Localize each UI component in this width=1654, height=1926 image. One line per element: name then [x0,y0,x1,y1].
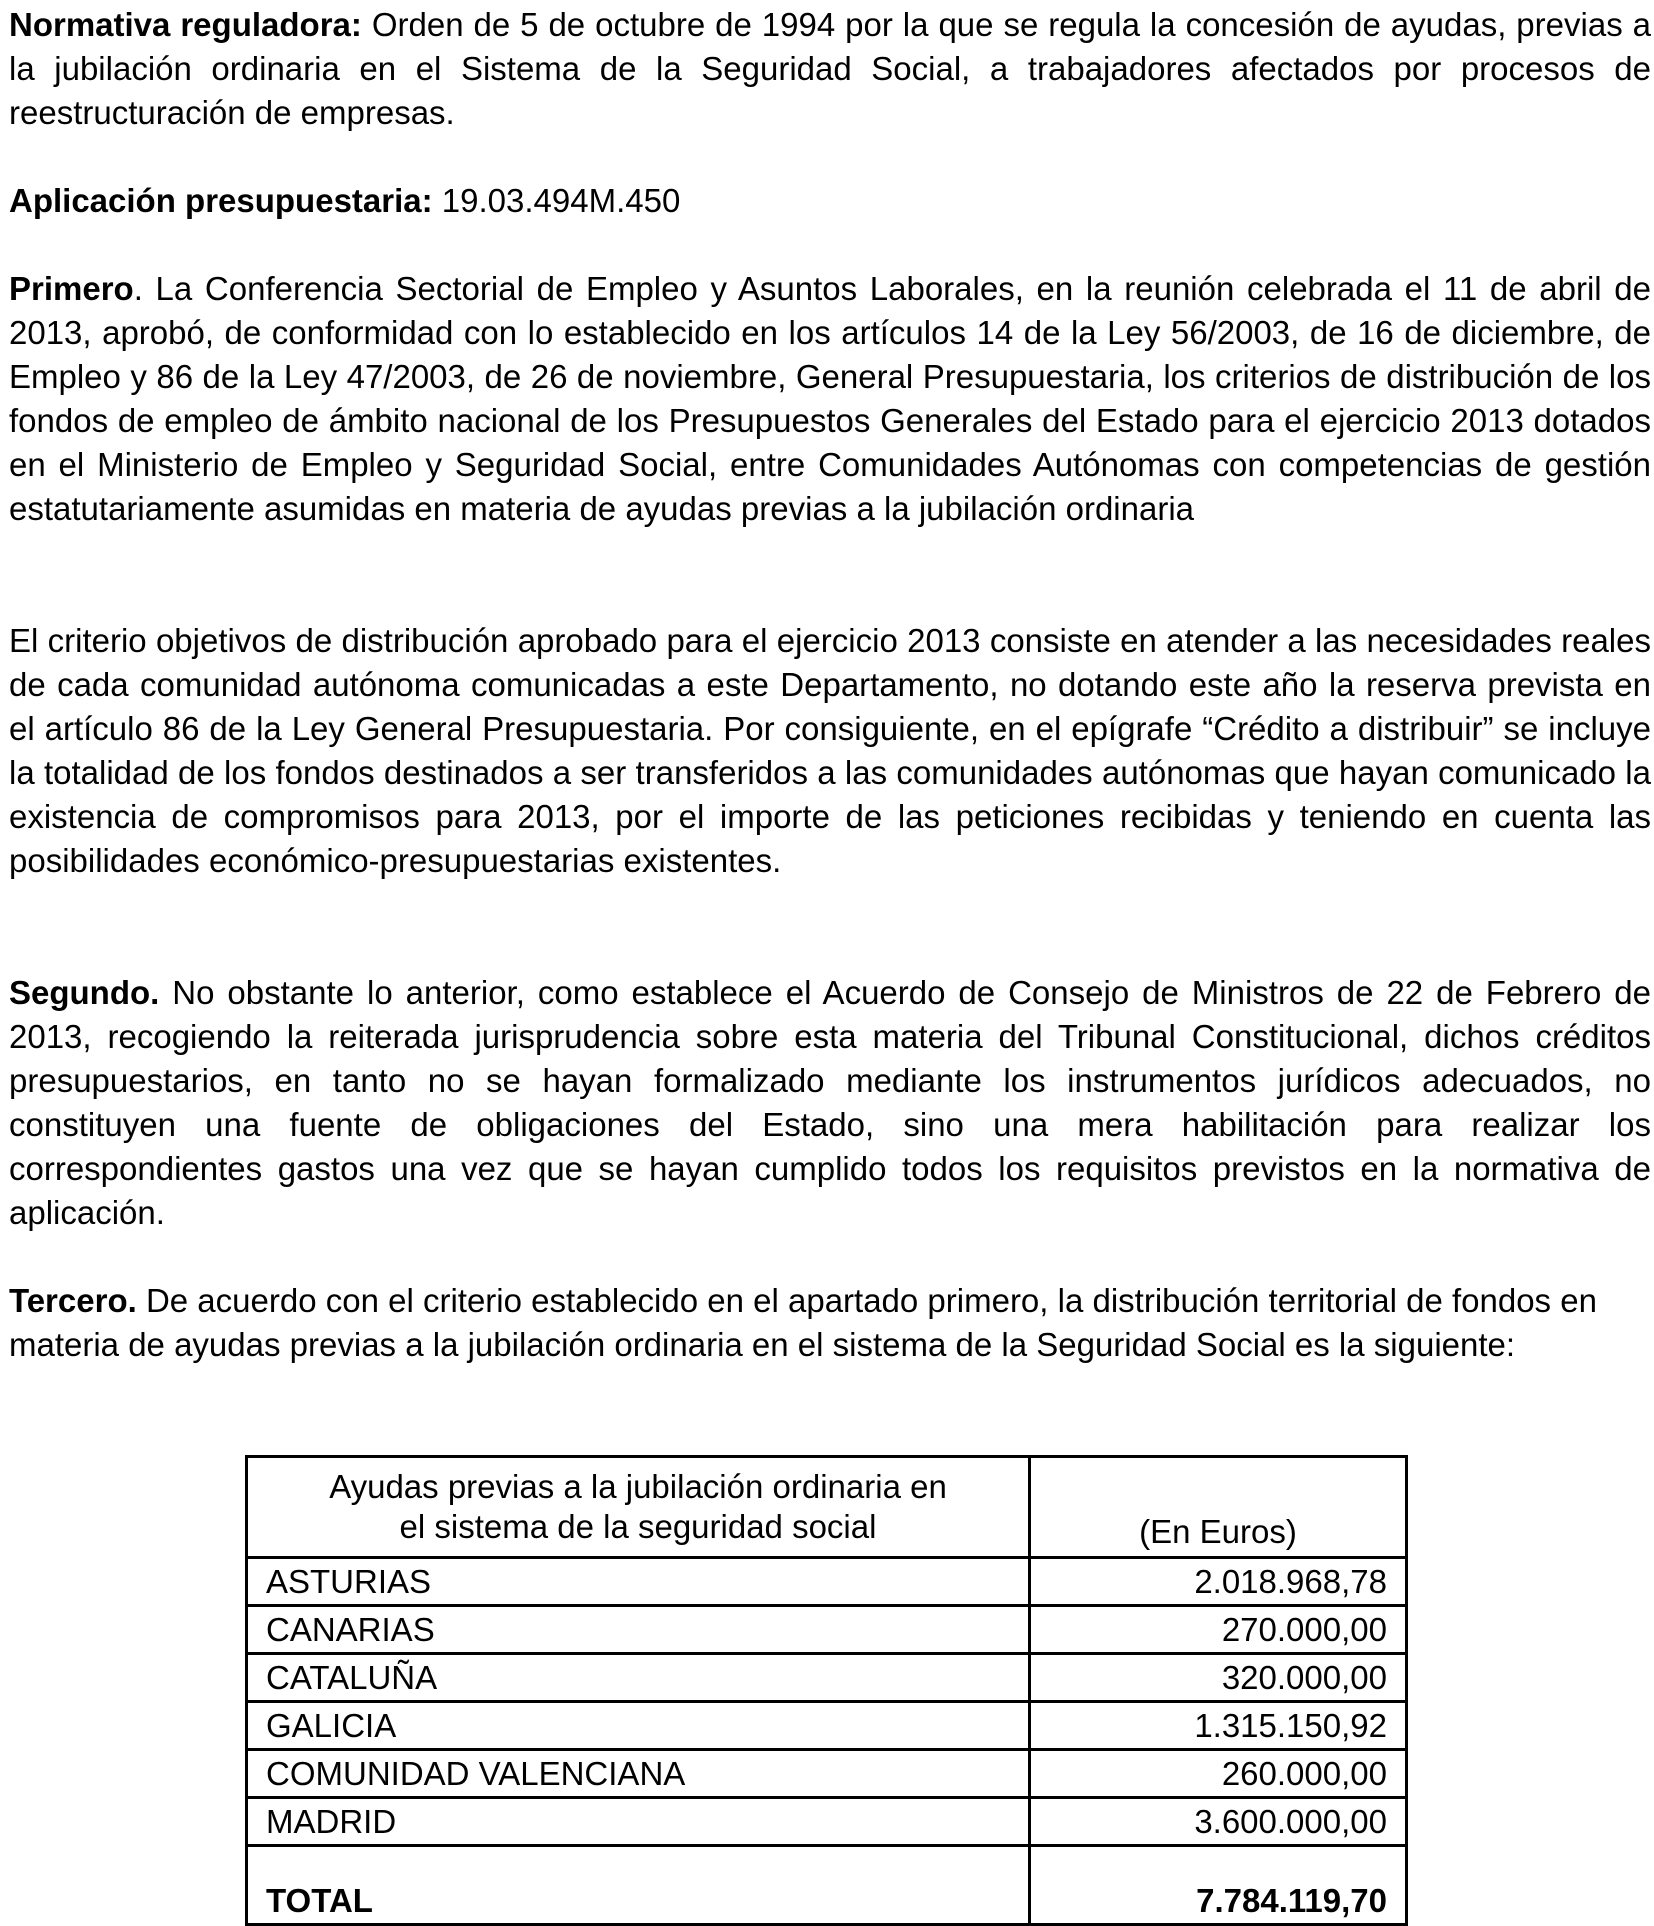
normativa-label: Normativa reguladora: [9,6,362,43]
aplicacion-label: Aplicación presupuestaria: [9,182,433,219]
table-row [247,1702,1407,1750]
aplicacion-text: 19.03.494M.450 [432,182,681,219]
normativa-text: Orden de 5 de octubre de 1994 por la que se regula la concesión de ayudas, previas a la jubilación ordinaria en el Sistema de la Seguridad Social, a trabajadores afectados por procesos de reestructuración de empresas. [9,6,1651,131]
table-cell-amount: 1.315.150,92 [1030,1702,1407,1750]
tercero-text: De acuerdo con el criterio establecido en el apartado primero, la distribución territorial de fondos en materia de ayudas previas a la jubilación ordinaria en el sistema de la Seguridad Social es la siguiente: [9,1282,1597,1363]
table-row [247,1798,1407,1846]
table-cell-region: ASTURIAS [247,1558,1030,1606]
table-cell-region: CANARIAS [247,1606,1030,1654]
primero-paragraph [9,267,1651,531]
table-total-row [247,1846,1407,1925]
primero-text: . La Conferencia Sectorial de Empleo y Asuntos Laborales, en la reunión celebrada el 11 de abril de 2013, aprobó, de conformidad con lo establecido en los artículos 14 de la Ley 56/2003, de 16 de diciembre, de Empleo y 86 de la Ley 47/2003, de 26 de noviembre, General Presupuestaria, los criterios de distribución de los fondos de empleo de ámbito nacional de los Presupuestos Generales del Estado para el ejercicio 2013 dotados en el Ministerio de Empleo y Seguridad Social, entre Comunidades Autónomas con competencias de gestión estatutariamente asumidas en materia de ayudas previas a la jubilación ordinaria [9,270,1651,527]
normativa-paragraph [9,3,1651,135]
table-header-line1: Ayudas previas a la jubilación ordinaria en [329,1468,947,1505]
table-header-row [247,1457,1407,1558]
criterio-text: El criterio objetivos de distribución aprobado para el ejercicio 2013 consiste en atender a las necesidades reales de cada comunidad autónoma comunicadas a este Departamento, no dotando este año la reserva prevista en el artículo 86 de la Ley General Presupuestaria. Por consiguiente, en el epígrafe “Crédito a distribuir” se incluye la totalidad de los fondos destinados a ser transferidos a las comunidades autónomas que hayan comunicado la existencia de compromisos para 2013, por el importe de las peticiones recibidas y teniendo en cuenta las posibilidades económico-presupuestarias existentes. [9,622,1651,879]
table-row [247,1606,1407,1654]
table-cell-amount: 3.600.000,00 [1030,1798,1407,1846]
tercero-label: Tercero. [9,1282,137,1319]
table-row [247,1654,1407,1702]
table-cell-region: COMUNIDAD VALENCIANA [247,1750,1030,1798]
table-row [247,1750,1407,1798]
table-cell-region: GALICIA [247,1702,1030,1750]
segundo-paragraph [9,971,1651,1235]
table-header-title [247,1457,1030,1558]
table-cell-amount: 260.000,00 [1030,1750,1407,1798]
table-cell-amount: 320.000,00 [1030,1654,1407,1702]
distribution-table [245,1455,1408,1926]
segundo-label: Segundo. [9,974,160,1011]
table-total-label: TOTAL [247,1846,1030,1925]
criterio-paragraph [9,619,1651,883]
table-header-amount: (En Euros) [1030,1457,1407,1558]
table-cell-amount: 2.018.968,78 [1030,1558,1407,1606]
table-total-amount: 7.784.119,70 [1030,1846,1407,1925]
aplicacion-paragraph [9,179,1651,223]
table-cell-region: MADRID [247,1798,1030,1846]
table-header-line2: el sistema de la seguridad social [399,1508,877,1545]
segundo-text: No obstante lo anterior, como establece el Acuerdo de Consejo de Ministros de 22 de Febrero de 2013, recogiendo la reiterada jurisprudencia sobre esta materia del Tribunal Constitucional, dichos créditos presupuestarios, en tanto no se hayan formalizado mediante los instrumentos jurídicos adecuados, no constituyen una fuente de obligaciones del Estado, sino una mera habilitación para realizar los correspondientes gastos una vez que se hayan cumplido todos los requisitos previstos en la normativa de aplicación. [9,974,1651,1231]
table-row [247,1558,1407,1606]
primero-label: Primero [9,270,134,307]
table-cell-region: CATALUÑA [247,1654,1030,1702]
tercero-paragraph [9,1279,1629,1367]
table-cell-amount: 270.000,00 [1030,1606,1407,1654]
